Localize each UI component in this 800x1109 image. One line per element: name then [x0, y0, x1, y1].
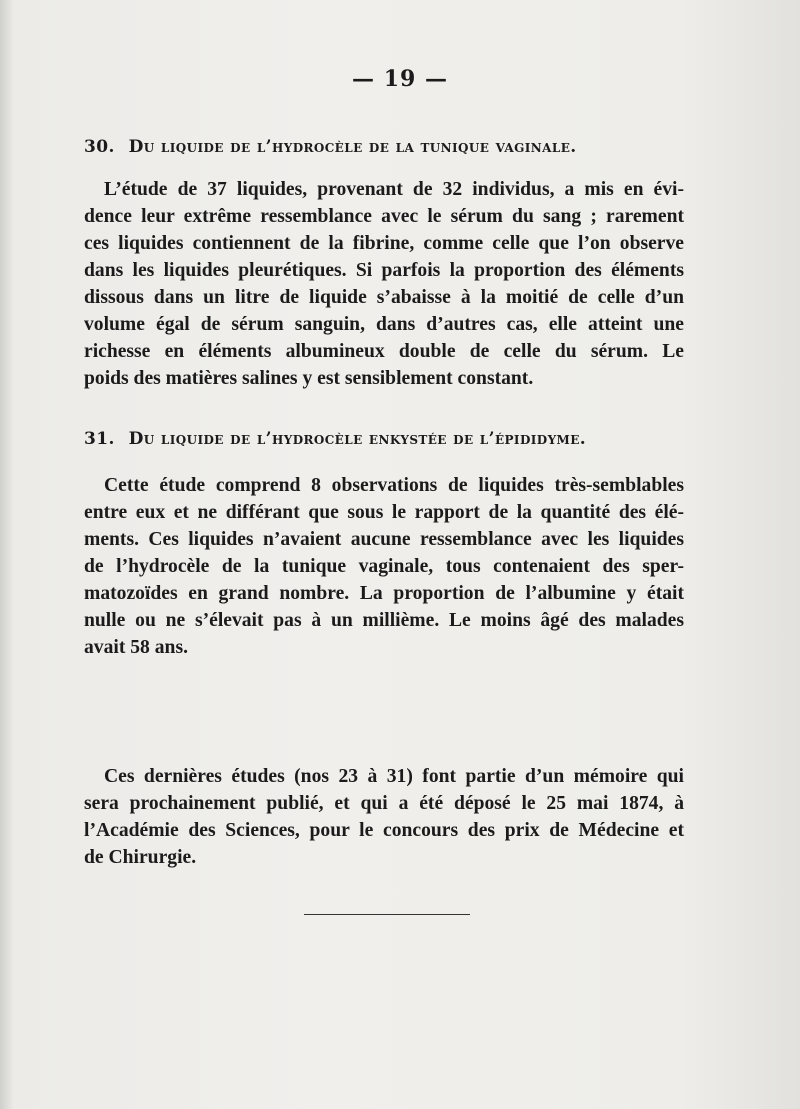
section-heading-31: [84, 429, 684, 449]
section-title: Du liquide de l’hydrocèle de la tunique vaginale.: [128, 137, 577, 157]
paragraph-line: volume égal de sérum sanguin, dans d’autres cas, elle atteint une: [84, 314, 684, 335]
closing-paragraph: [84, 763, 684, 871]
paragraph-line: ces liquides contiennent de la fibrine, comme celle que l’on observe: [84, 233, 684, 254]
paragraph-line: dence leur extrême ressemblance avec le sérum du sang ; rarement: [84, 206, 684, 227]
section-number: 31.: [84, 429, 115, 449]
paragraph-line: dissous dans un litre de liquide s’abaisse à la moitié de celle d’un: [84, 287, 684, 308]
paragraph-line: sera prochainement publié, et qui a été déposé le 25 mai 1874, à: [84, 793, 684, 814]
paragraph-line: avait 58 ans.: [84, 637, 188, 658]
paragraph-line: de l’hydrocèle de la tunique vaginale, tous contenaient des sper-: [84, 556, 684, 577]
paragraph-line: Ces dernières études (nos 23 à 31) font partie d’un mémoire qui: [104, 766, 684, 787]
paragraph-line: dans les liquides pleurétiques. Si parfois la proportion des éléments: [84, 260, 684, 281]
paragraph-line: L’étude de 37 liquides, provenant de 32 individus, a mis en évi-: [104, 179, 684, 200]
paragraph-line: matozoïdes en grand nombre. La proportion de l’albumine y était: [84, 583, 684, 604]
paragraph-line: ments. Ces liquides n’avaient aucune ressemblance avec les liquides: [84, 529, 684, 550]
section-31-paragraph: [84, 472, 684, 661]
page-number: — 19 —: [352, 66, 448, 92]
section-heading-30: [84, 137, 684, 157]
paragraph-line: poids des matières salines y est sensiblement constant.: [84, 368, 534, 389]
paragraph-line: l’Académie des Sciences, pour le concours des prix de Médecine et: [84, 820, 684, 841]
paragraph-line: Cette étude comprend 8 observations de liquides très-semblables: [104, 475, 684, 496]
paragraph-line: de Chirurgie.: [84, 847, 197, 868]
paragraph-line: nulle ou ne s’élevait pas à un millième. Le moins âgé des malades: [84, 610, 684, 631]
section-title: Du liquide de l’hydrocèle enkystée de l’épididyme.: [128, 429, 587, 449]
horizontal-rule: [304, 914, 470, 915]
paragraph-line: entre eux et ne différant que sous le rapport de la quantité des élé-: [84, 502, 684, 523]
section-30-paragraph: [84, 176, 684, 392]
section-number: 30.: [84, 137, 115, 157]
paragraph-line: richesse en éléments albumineux double de celle du sérum. Le: [84, 341, 684, 362]
